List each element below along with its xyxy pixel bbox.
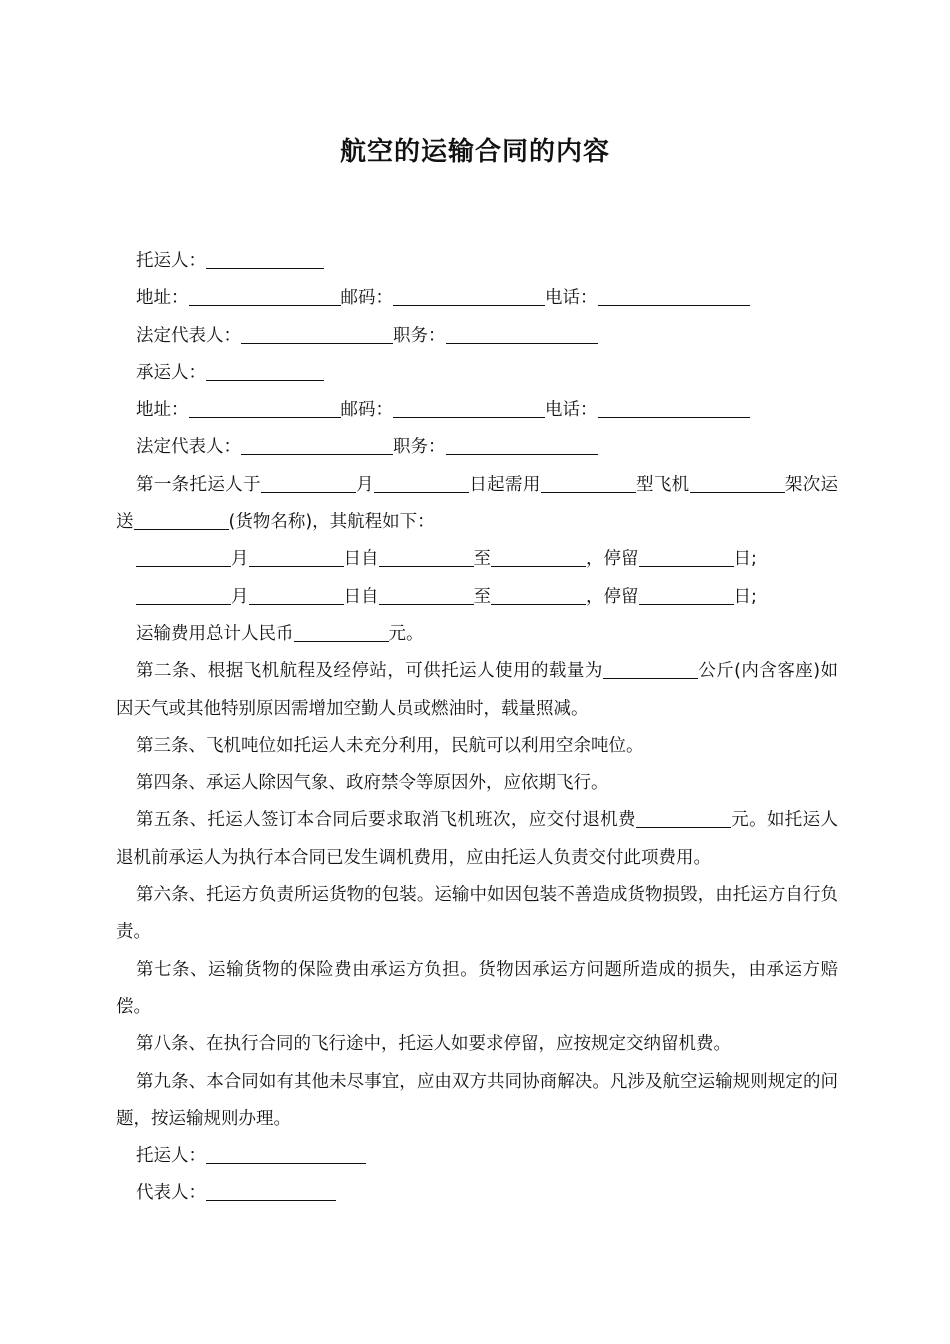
route-line-2	[116, 579, 838, 616]
fee-text: 运输费用总计人民币	[136, 623, 294, 644]
carrier-blank[interactable]	[206, 358, 324, 381]
article-7: 第七条、运输货物的保险费由承运方负担。货物因承运方问题所造成的损失，由承运方赔偿。	[116, 959, 838, 1017]
route-stay-blank[interactable]	[639, 544, 734, 567]
shipper-line	[116, 243, 838, 280]
article-9: 第九条、本合同如有其他未尽事宜，应由双方共同协商解决。凡涉及航空运输规则规定的问题，按运输规则办理。	[116, 1071, 838, 1129]
position-blank[interactable]	[446, 432, 598, 455]
article-6: 第六条、托运方负责所运货物的包装。运输中如因包装不善造成货物损毁，由托运方自行负责。	[116, 885, 838, 943]
phone-label: 电话：	[545, 400, 598, 421]
legal-rep-blank[interactable]	[241, 432, 393, 455]
fee-blank[interactable]	[294, 619, 389, 642]
postcode-label: 邮码：	[340, 400, 393, 421]
position-label: 职务：	[393, 437, 446, 458]
route-stay-text: ，停留	[586, 586, 639, 607]
article-1	[116, 467, 838, 542]
cancel-fee-blank[interactable]	[636, 805, 731, 828]
aircraft-type-blank[interactable]	[541, 470, 636, 493]
flights-text: 次运送	[116, 474, 839, 533]
route-month-blank[interactable]	[136, 544, 231, 567]
fee-line	[116, 616, 838, 653]
article-2	[116, 653, 838, 728]
article-5-text-cont: 元。如托运人退机前承运人为执行本合同已发生调机费用，应由托运人负责交付此项费用。	[116, 810, 839, 868]
day-text: 日起需用	[469, 474, 541, 495]
shipper-label: 托运人：	[136, 251, 206, 271]
route-day-blank[interactable]	[249, 544, 344, 567]
legal-rep-label: 法定代表人：	[136, 325, 241, 346]
address-label: 地址：	[136, 400, 189, 421]
aircraft-text: 型飞机	[635, 474, 690, 495]
route-origin-blank[interactable]	[379, 544, 474, 567]
address-label: 地址：	[136, 288, 189, 309]
postcode-label: 邮码：	[340, 288, 393, 309]
shipper-legal-rep-line	[116, 318, 838, 355]
route-month-text: 月	[231, 586, 249, 607]
address-blank[interactable]	[189, 395, 341, 418]
article-5-text: 第五条、托运人签订本合同后要求取消飞机班次，应交付退机费	[136, 810, 636, 831]
phone-blank[interactable]	[598, 395, 750, 418]
route-day-blank[interactable]	[249, 582, 344, 605]
carrier-line	[116, 355, 838, 392]
article-1-text: 第一条托运人于	[136, 474, 261, 495]
route-stay-text: ，停留	[586, 549, 639, 570]
phone-blank[interactable]	[598, 283, 750, 306]
article-4: 第四条、承运人除因气象、政府禁令等原因外，应依期飞行。	[136, 773, 609, 794]
legal-rep-blank[interactable]	[241, 321, 393, 344]
shipper-address-line	[116, 280, 838, 317]
aircraft-count-blank[interactable]	[690, 470, 785, 493]
route-to-text: 至	[473, 549, 491, 570]
phone-label: 电话：	[545, 288, 598, 309]
route-day-end-text: 日;	[733, 549, 757, 570]
carrier-label: 承运人：	[136, 362, 206, 383]
cargo-name-blank[interactable]	[134, 507, 229, 530]
article-2-text: 第二条、根据飞机航程及经停站，可供托运人使用的载量为	[136, 661, 603, 682]
route-line-1	[116, 541, 838, 578]
signature-shipper-blank[interactable]	[206, 1141, 366, 1164]
route-from-text: 日自	[343, 586, 379, 607]
route-from-text: 日自	[343, 549, 379, 570]
route-month-text: 月	[231, 549, 249, 570]
month-blank[interactable]	[261, 470, 356, 493]
route-month-blank[interactable]	[136, 582, 231, 605]
document-title: 航空的运输合同的内容	[339, 137, 610, 167]
payload-blank[interactable]	[603, 656, 698, 679]
address-blank[interactable]	[189, 283, 341, 306]
shipper-blank[interactable]	[206, 246, 324, 269]
postcode-blank[interactable]	[393, 283, 545, 306]
route-intro-text: (货物名称)，其航程如下：	[228, 512, 435, 533]
legal-rep-label: 法定代表人：	[136, 437, 241, 458]
position-label: 职务：	[393, 325, 446, 346]
signature-representative-blank[interactable]	[206, 1178, 336, 1201]
count-text: 架	[784, 474, 803, 495]
contract-body	[116, 243, 838, 1213]
article-8: 第八条、在执行合同的飞行途中，托运人如要求停留，应按规定交纳留机费。	[136, 1034, 731, 1055]
position-blank[interactable]	[446, 321, 598, 344]
signature-representative-label: 代表人：	[136, 1183, 206, 1204]
route-origin-blank[interactable]	[379, 582, 474, 605]
route-day-end-text: 日;	[733, 586, 757, 607]
signature-shipper-line	[116, 1138, 838, 1175]
article-3: 第三条、飞机吨位如托运人未充分利用，民航可以利用空余吨位。	[136, 735, 644, 756]
route-destination-blank[interactable]	[491, 582, 586, 605]
signature-shipper-label: 托运人：	[136, 1146, 206, 1167]
signature-representative-line	[116, 1175, 838, 1212]
carrier-address-line	[116, 392, 838, 429]
fee-unit-text: 元。	[388, 623, 424, 644]
route-to-text: 至	[473, 586, 491, 607]
day-blank[interactable]	[374, 470, 469, 493]
article-5	[116, 802, 838, 877]
carrier-legal-rep-line	[116, 429, 838, 466]
route-stay-blank[interactable]	[639, 582, 734, 605]
route-destination-blank[interactable]	[491, 544, 586, 567]
article-2-text-cont: 公斤(内含客座)如因天气或其他特别原因需增加空勤人员或燃油时，载量照减。	[116, 661, 839, 719]
postcode-blank[interactable]	[393, 395, 545, 418]
month-text: 月	[355, 474, 375, 495]
